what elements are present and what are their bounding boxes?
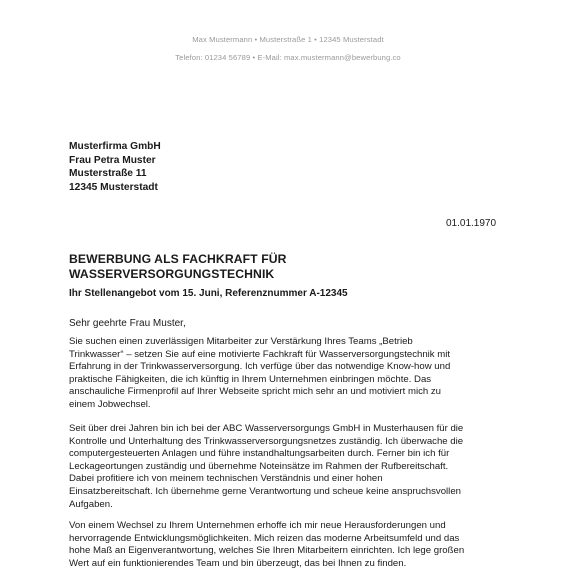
paragraph-line: Aufgaben. (69, 498, 113, 510)
recipient-city: 12345 Musterstadt (69, 181, 158, 193)
body-paragraph-1 (69, 336, 519, 412)
recipient-address-block (69, 140, 161, 194)
body-paragraph-3 (69, 520, 519, 570)
subject-heading (69, 252, 287, 281)
recipient-street: Musterstraße 11 (69, 168, 147, 180)
paragraph-line: Erfahrung in der Trinkwasserversorgung. Ich verfüge über das notwendige Know-how und (69, 361, 451, 373)
recipient-company: Musterfirma GmbH (69, 141, 161, 152)
sender-contact-line: Telefon: 01234 56789 • E-Mail: max.mustermann@bewerbung.co (175, 53, 401, 62)
paragraph-line: computergesteuerten Anlagen und führe instandhaltungsarbeiten durch. Ferner bin ich für (69, 448, 450, 460)
paragraph-line: praktische Fähigkeiten, die ich künftig in Ihrem Unternehmen einbringen möchte. Das (69, 373, 432, 385)
letter-date: 01.01.1970 (446, 218, 497, 229)
paragraph-line: anschauliche Firmenprofil auf Ihrer Webseite spricht mich sehr an und motiviert mich zu (69, 386, 442, 398)
paragraph-line: hervorragende Entwicklungsmöglichkeiten. Mich reizen das moderne Arbeitsumfeld und das (69, 532, 460, 544)
paragraph-line: Trinkwasser“ – setzen Sie auf eine motivierte Fachkraft für Wasserversorgungstechnik mit (69, 348, 451, 360)
paragraph-line: Von einem Wechsel zu Ihrem Unternehmen erhoffe ich mir neue Herausforderungen und (69, 520, 446, 531)
paragraph-line: hohe Maß an Eigenverantwortung, welches Sie Ihren Mitarbeitern einrichten. Ich lege großen (69, 545, 465, 557)
paragraph-line: Wert auf ein funktionierendes Team und bin überzeugt, das bei Ihnen zu finden. (69, 557, 407, 569)
sender-address-line: Max Mustermann • Musterstraße 1 • 12345 Musterstadt (192, 35, 384, 44)
paragraph-line: Leckageortungen zuständig und übernehme Noteinsätze im Rahmen der Rufbereitschaft. (69, 460, 449, 472)
paragraph-line: Dabei profitiere ich von meinem technischen Verständnis und einer hohen (69, 473, 383, 485)
paragraph-line: Einsatzbereitschaft. Ich übernehme gerne Verantwortung und scheue keine anspruchsvollen (69, 485, 461, 497)
paragraph-line: Kontrolle und Unterhaltung des Trinkwasserversorgungsnetzes zuständig. Ich überwache die (69, 435, 464, 447)
salutation: Sehr geehrte Frau Muster, (69, 318, 186, 329)
subject-reference: Ihr Stellenangebot vom 15. Juni, Referenznummer A-12345 (69, 288, 348, 299)
subject-line-2: WASSERVERSORGUNGSTECHNIK (69, 266, 275, 281)
paragraph-line: einem Jobwechsel. (69, 398, 151, 410)
body-paragraph-2 (69, 423, 519, 511)
recipient-contact: Frau Petra Muster (69, 154, 156, 166)
paragraph-line: Sie suchen einen zuverlässigen Mitarbeiter zur Verstärkung Ihres Teams „Betrieb (69, 336, 413, 347)
paragraph-line: Seit über drei Jahren bin ich bei der ABC Wasserversorgungs GmbH in Musterhausen für die (69, 423, 464, 434)
subject-line-1: BEWERBUNG ALS FACHKRAFT FÜR (69, 252, 287, 266)
